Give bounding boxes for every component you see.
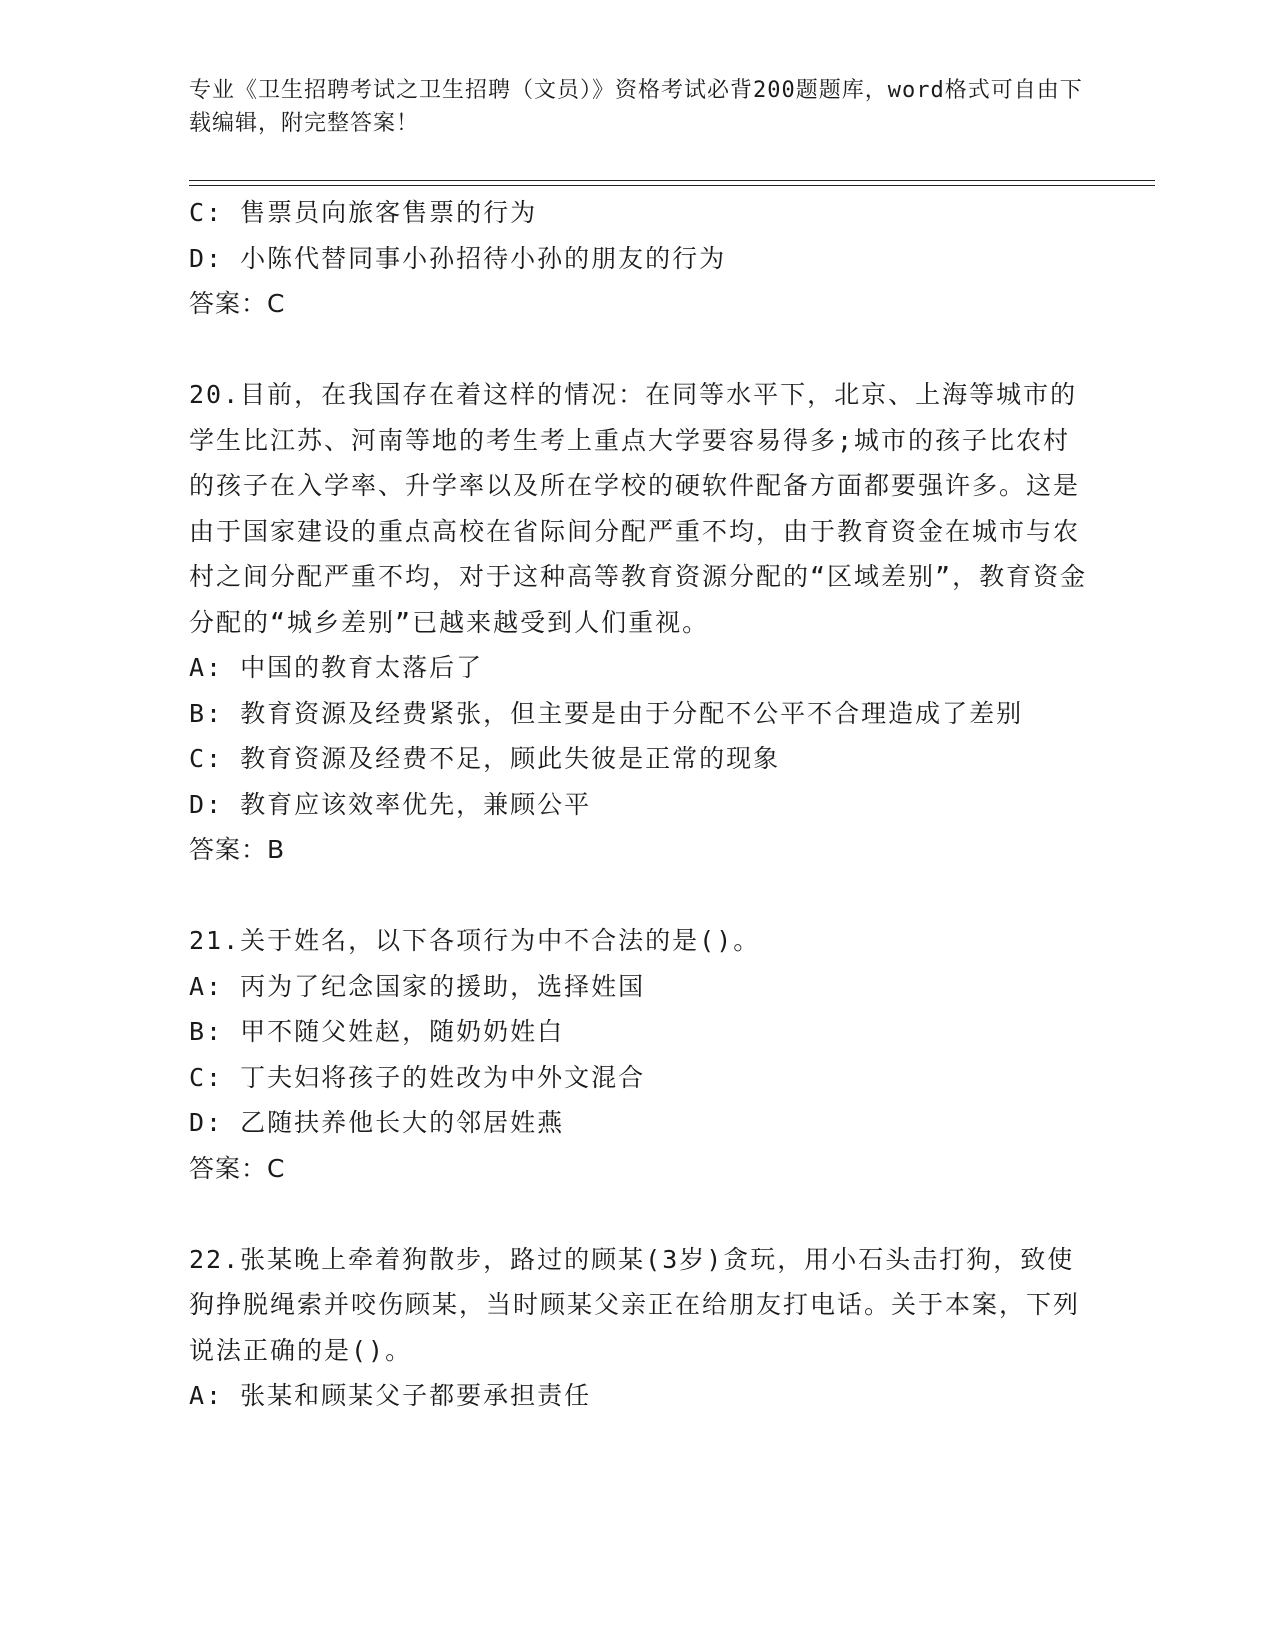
question-block-22 <box>189 1237 1089 1419</box>
option-b: B: 教育资源及经费紧张，但主要是由于分配不公平不合理造成了差别 <box>189 698 1024 728</box>
question-stem: 20.目前，在我国存在着这样的情况：在同等水平下，北京、上海等城市的学生比江苏、河南等地的考生考上重点大学要容易得多;城市的孩子比农村的孩子在入学率、升学率以及所在学校的硬软件配备方面都要强许多。这是由于国家建设的重点高校在省际间分配严重不均，由于教育资金在城市与农村之间分配严重不均，对于这种高等教育资源分配的“区域差别”，教育资金分配的“城乡差别”已越来越受到人们重视。 <box>189 380 1088 637</box>
option-a: A: 张某和顾某父子都要承担责任 <box>189 1381 592 1410</box>
option-b: B: 甲不随父姓赵，随奶奶姓白 <box>189 1017 565 1046</box>
question-block-21 <box>189 918 1089 1191</box>
option-d: D: 教育应该效率优先，兼顾公平 <box>189 789 592 819</box>
option-a: A: 中国的教育太落后了 <box>189 653 484 682</box>
answer-label: 答案：C <box>189 289 286 318</box>
option-c: C: 丁夫妇将孩子的姓改为中外文混合 <box>189 1062 646 1092</box>
question-block-20 <box>189 372 1089 873</box>
option-c: C: 教育资源及经费不足，顾此失彼是正常的现象 <box>189 744 781 773</box>
option-a: A: 丙为了纪念国家的援助，选择姓国 <box>189 971 646 1001</box>
header-divider-top <box>189 180 1155 181</box>
document-header: 专业《卫生招聘考试之卫生招聘（文员）》资格考试必背200题题库，word格式可自由下载编辑，附完整答案！ <box>189 78 1083 136</box>
option-d: D: 乙随扶养他长大的邻居姓燕 <box>189 1108 565 1137</box>
question-stem: 21.关于姓名，以下各项行为中不合法的是()。 <box>189 926 761 955</box>
option-d: D: 小陈代替同事小孙招待小孙的朋友的行为 <box>189 243 727 273</box>
question-stem: 22.张某晚上牵着狗散步，路过的顾某(3岁)贪玩，用小石头击打狗，致使狗挣脱绳索并咬伤顾某，当时顾某父亲正在给朋友打电话。关于本案，下列说法正确的是()。 <box>189 1244 1081 1365</box>
answer-label: 答案：B <box>189 835 286 864</box>
answer-label: 答案：C <box>189 1153 286 1183</box>
spacer <box>189 1191 1089 1237</box>
question-block-19 <box>189 190 1089 327</box>
document-body <box>189 190 1089 1419</box>
spacer <box>189 327 1089 373</box>
option-c: C: 售票员向旅客售票的行为 <box>189 198 538 227</box>
spacer <box>189 873 1089 919</box>
header-divider-bottom <box>189 185 1155 186</box>
